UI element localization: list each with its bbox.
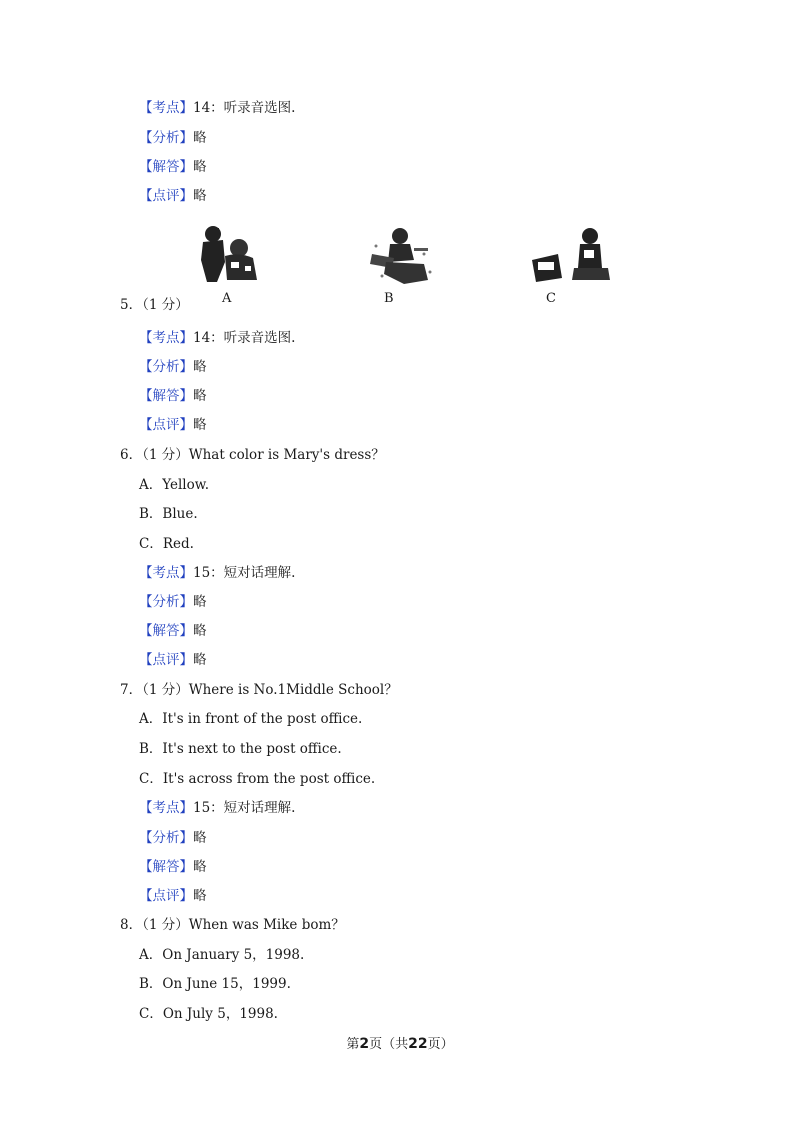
q7-fenxi: 【分析】略 [139, 830, 207, 846]
picture-label-a: A [222, 291, 232, 306]
q6-kaodian: 【考点】15：短对话理解. [139, 565, 296, 581]
q4-kaodian: 【考点】14：听录音选图. [139, 100, 296, 116]
q8-option-a: A．On January 5，1998. [139, 947, 305, 963]
q8-option-c: C．On July 5，1998. [139, 1006, 278, 1022]
q7-dianping: 【点评】略 [139, 888, 207, 904]
q7-option-a: A．It's in front of the post office. [139, 711, 363, 727]
picture-b-image [364, 224, 434, 286]
q5-fenxi: 【分析】略 [139, 359, 207, 375]
q6-jieda: 【解答】略 [139, 623, 207, 639]
picture-label-c: C [546, 291, 556, 306]
q6-dianping: 【点评】略 [139, 652, 207, 668]
q8-option-b: B．On June 15，1999. [139, 976, 291, 992]
q7-jieda: 【解答】略 [139, 859, 207, 875]
q4-jieda: 【解答】略 [139, 159, 207, 175]
q6-option-b: B．Blue. [139, 506, 198, 522]
q5-jieda: 【解答】略 [139, 388, 207, 404]
q7-kaodian: 【考点】15：短对话理解. [139, 800, 296, 816]
q6-option-a: A．Yellow. [139, 477, 209, 493]
q5-kaodian: 【考点】14：听录音选图. [139, 330, 296, 346]
q4-fenxi: 【分析】略 [139, 130, 207, 146]
q6-fenxi: 【分析】略 [139, 594, 207, 610]
page-footer: 第2页（共22页） [346, 1036, 454, 1052]
picture-label-b: B [384, 291, 394, 306]
picture-a-image [195, 222, 260, 284]
q6-option-c: C．Red. [139, 536, 194, 552]
page-total: 22 [408, 1036, 428, 1052]
q7-stem: 7．（1 分）Where is No.1Middle School？ [120, 682, 398, 698]
picture-c-image [528, 226, 614, 286]
q6-stem: 6．（1 分）What color is Mary's dress？ [120, 447, 385, 463]
q7-option-c: C．It's across from the post office. [139, 771, 376, 787]
q4-dianping: 【点评】略 [139, 188, 207, 204]
q8-stem: 8．（1 分）When was Mike bom？ [120, 917, 345, 933]
q5-dianping: 【点评】略 [139, 417, 207, 433]
page-number: 2 [359, 1036, 370, 1052]
q5-stem: 5．（1 分） [120, 297, 189, 313]
q7-option-b: B．It's next to the post office. [139, 741, 342, 757]
